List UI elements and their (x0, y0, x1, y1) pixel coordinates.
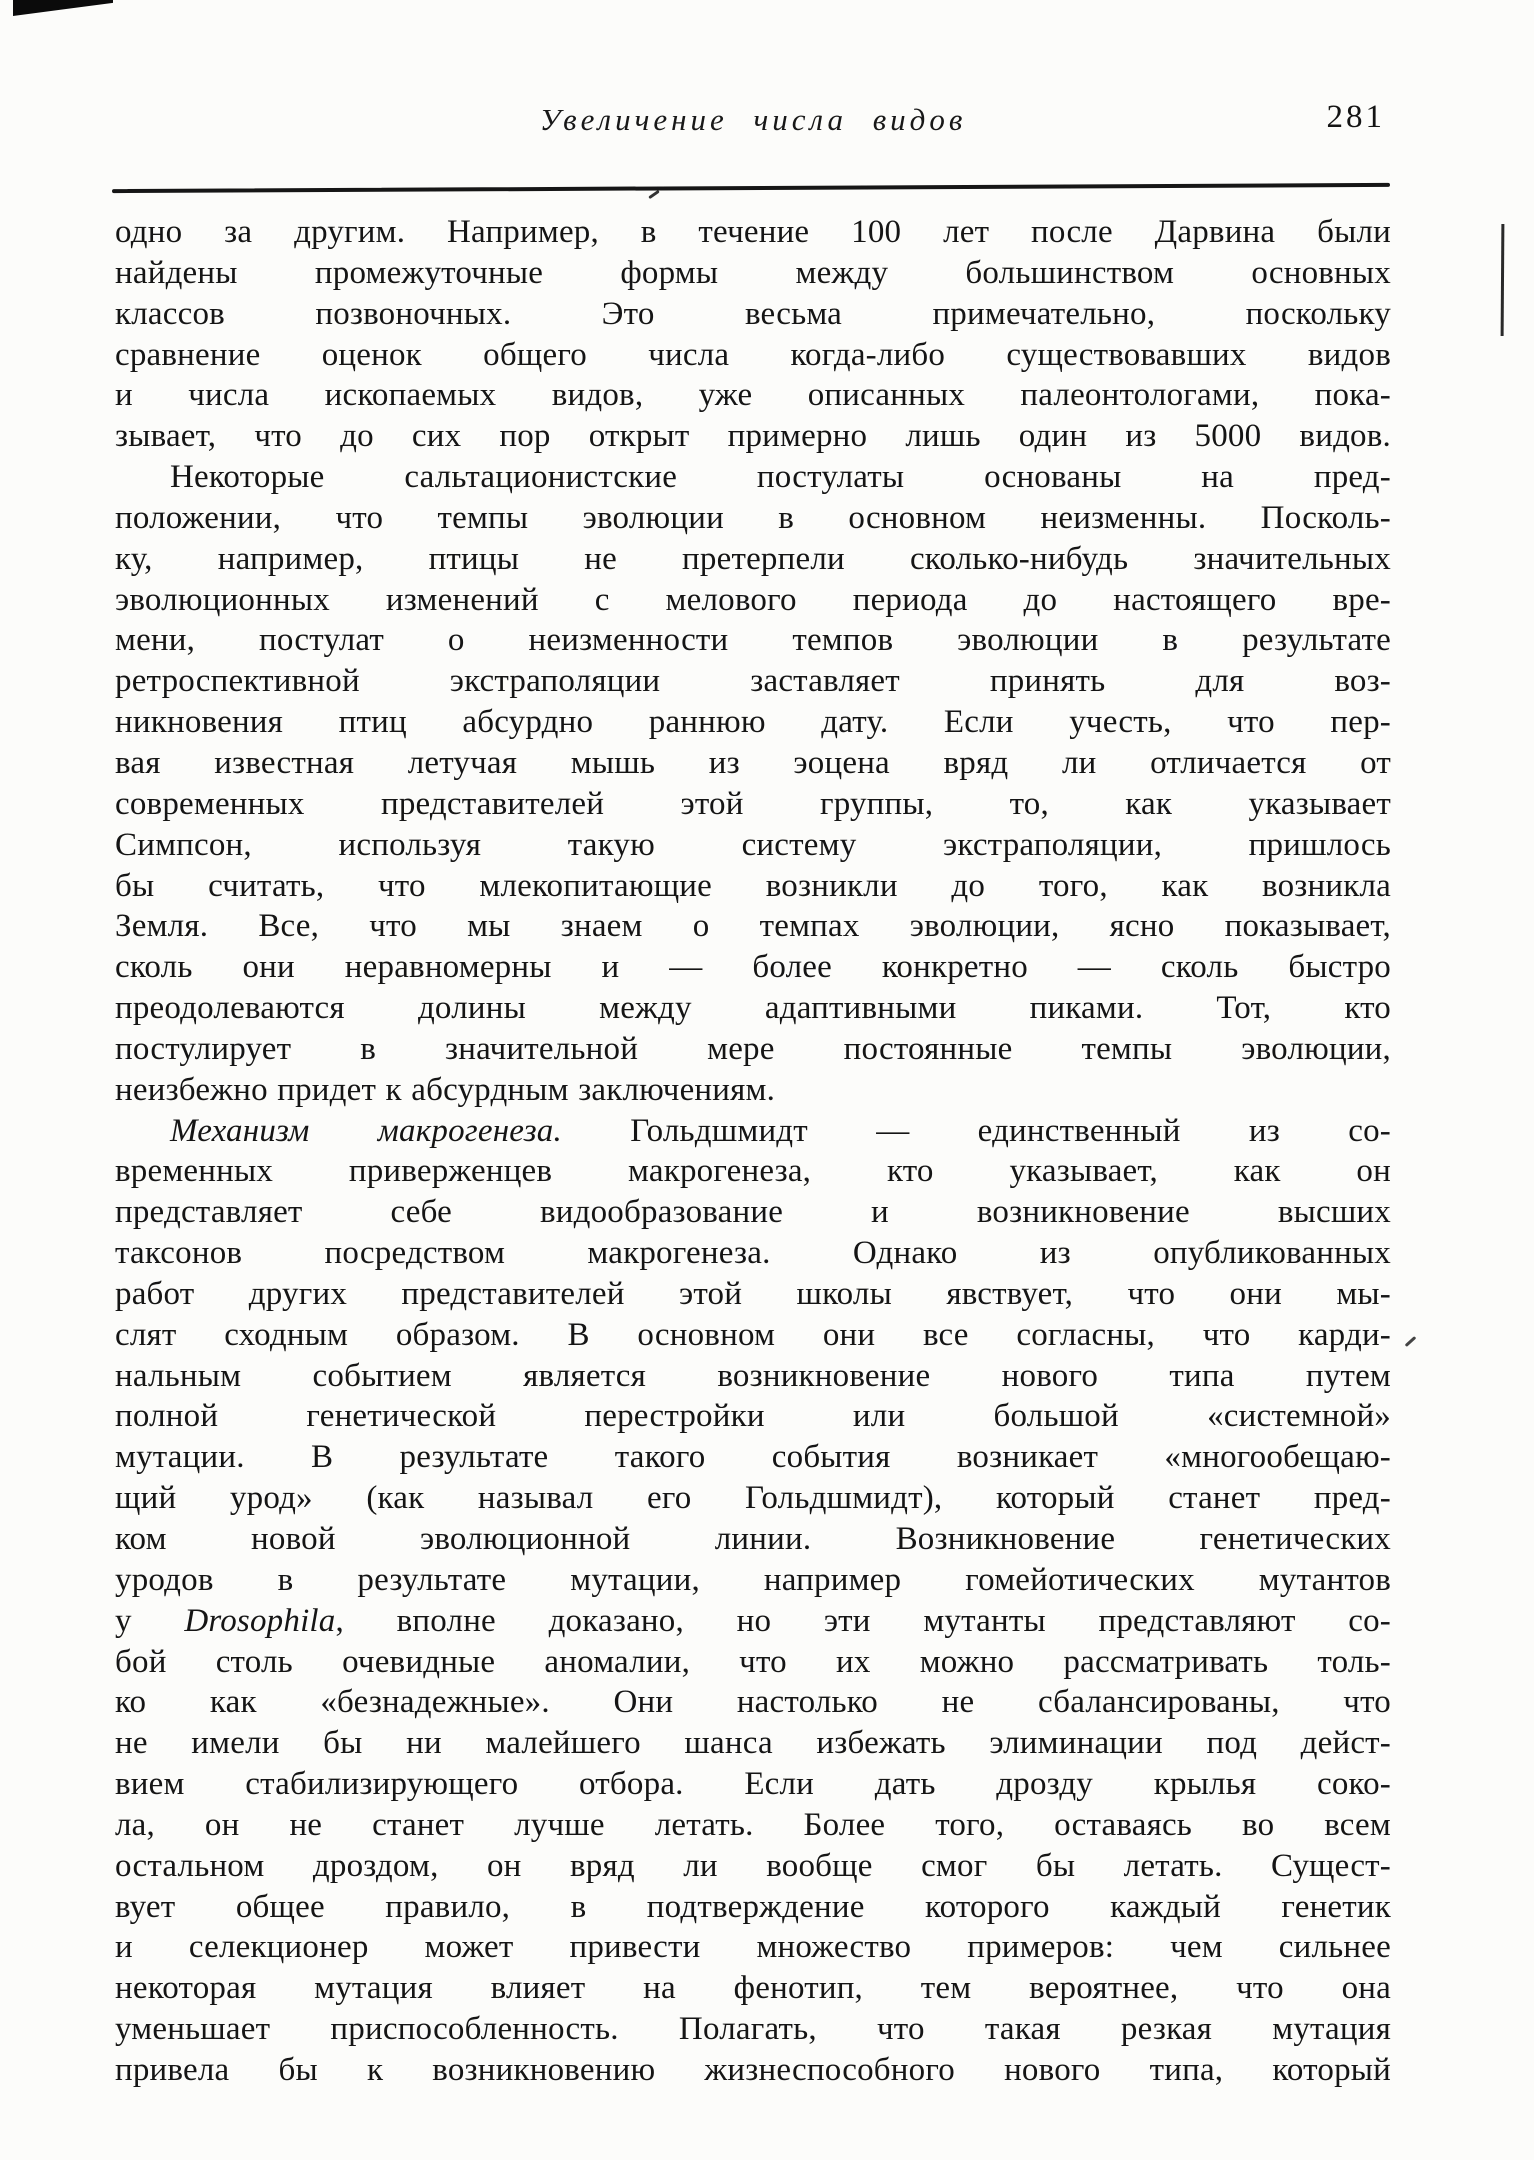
scan-artifact-speck (648, 190, 660, 199)
text-line (115, 1029, 1391, 1070)
text-run: найдены промежуточные формы между большинством основных (115, 254, 1391, 291)
text-line (115, 1601, 1391, 1642)
text-line (115, 1396, 1391, 1437)
text-line (115, 988, 1391, 1029)
text-line (115, 661, 1391, 702)
text-run: ретроспективной экстраполяции заставляет принять для воз- (115, 663, 1391, 700)
text-line (115, 1274, 1391, 1315)
text-run: неизбежно придет к абсурдным заключениям. (115, 1071, 776, 1108)
text-line (115, 1478, 1391, 1519)
text-run: преодолеваются долины между адаптивными пиками. Тот, кто (115, 990, 1391, 1027)
text-run: Некоторые сальтационистские постулаты основаны на пред- (170, 459, 1391, 496)
text-line (115, 1315, 1391, 1356)
text-line (115, 1233, 1391, 1274)
text-line (115, 335, 1391, 376)
running-header (115, 0, 1391, 190)
text-line (115, 1764, 1391, 1805)
text-run: остальном дроздом, он вряд ли вообще смог бы летать. Сущест- (115, 1847, 1391, 1884)
text-line (115, 1968, 1391, 2009)
text-run: не имели бы ни малейшего шанса избежать элиминации под дейст- (115, 1725, 1391, 1762)
text-line (115, 457, 1391, 498)
text-run: сравнение оценок общего числа когда-либо существовавших видов (115, 336, 1391, 373)
text-line (115, 825, 1391, 866)
text-line (115, 784, 1391, 825)
text-run: уменьшает приспособленность. Полагать, что такая резкая мутация (115, 2011, 1391, 2048)
text-line (115, 947, 1391, 988)
text-line (115, 1437, 1391, 1478)
text-run: полной генетической перестройки или большой «системной» (115, 1398, 1391, 1435)
text-run: ла, он не станет лучше летать. Более того, оставаясь во всем (115, 1806, 1391, 1843)
text-run: сколь они неравномерны и — более конкретно — сколь быстро (115, 949, 1391, 986)
text-run: слят сходным образом. В основном они все согласны, что карди- (115, 1316, 1391, 1353)
text-line (115, 1805, 1391, 1846)
text-line (115, 2009, 1391, 2050)
text-line (115, 702, 1391, 743)
text-line (115, 1519, 1391, 1560)
text-line (115, 1070, 1391, 1111)
text-line (115, 2050, 1391, 2091)
text-run: Гольдшмидт — единственный из со- (561, 1112, 1392, 1149)
text-run: нальным событием является возникновение нового типа путем (115, 1357, 1391, 1394)
text-run: временных приверженцев макрогенеза, кто указывает, как он (115, 1153, 1391, 1190)
text-run: мутации. В результате такого события возникает «многообещаю- (115, 1439, 1391, 1476)
text-run: бы считать, что млекопитающие возникли до того, как возникла (115, 867, 1391, 904)
text-line (115, 294, 1391, 335)
text-line (115, 1356, 1391, 1397)
text-run: щий урод» (как называл его Гольдшмидт), который станет пред- (115, 1480, 1391, 1517)
text-run: некоторая мутация влияет на фенотип, тем вероятнее, что она (115, 1970, 1391, 2007)
text-line (115, 1111, 1391, 1152)
text-run: и числа ископаемых видов, уже описанных палеонтологами, пока- (115, 377, 1391, 414)
running-header-title: Увеличение числа видов (539, 102, 967, 137)
text-line (115, 1927, 1391, 1968)
text-run: бой столь очевидные аномалии, что их можно рассматривать толь- (115, 1643, 1391, 1680)
text-line (115, 1151, 1391, 1192)
italic-text-run: Drosophila (184, 1602, 336, 1639)
text-run: никновения птиц абсурдно раннюю дату. Если учесть, что пер- (115, 704, 1391, 741)
scan-artifact-corner (13, 0, 113, 16)
text-line (115, 1846, 1391, 1887)
text-run: таксонов посредством макрогенеза. Однако из опубликованных (115, 1235, 1391, 1272)
text-line (115, 906, 1391, 947)
text-run: уродов в результате мутации, например гомейотических мутантов (115, 1561, 1391, 1598)
text-run: Симпсон, используя такую систему экстраполяции, пришлось (115, 826, 1391, 863)
scan-artifact-edge-line (1501, 224, 1505, 336)
text-run: мени, постулат о неизменности темпов эволюции в результате (115, 622, 1391, 659)
text-run: и селекционер может привести множество примеров: чем сильнее (115, 1929, 1391, 1966)
text-run: положении, что темпы эволюции в основном неизменны. Посколь- (115, 499, 1391, 536)
text-run: постулирует в значительной мере постоянные темпы эволюции, (115, 1030, 1391, 1067)
text-run: одно за другим. Например, в течение 100 лет после Дарвина были (115, 214, 1391, 250)
text-line (115, 375, 1391, 416)
text-run: ком новой эволюционной линии. Возникновение генетических (115, 1521, 1391, 1557)
text-line (115, 1192, 1391, 1233)
text-line (115, 620, 1391, 661)
text-line (115, 416, 1391, 457)
text-line (115, 1560, 1391, 1601)
text-line (115, 1682, 1391, 1723)
text-line (115, 580, 1391, 621)
text-run: работ других представителей этой школы явствует, что они мы- (115, 1275, 1391, 1312)
text-run: привела бы к возникновению жизнеспособного нового типа, который (115, 2051, 1391, 2088)
page-number: 281 (1326, 99, 1385, 135)
text-run: современных представителей этой группы, то, как указывает (115, 785, 1391, 822)
text-run: ку, например, птицы не претерпели сколько-нибудь значительных (115, 540, 1391, 577)
text-run: классов позвоночных. Это весьма примечательно, поскольку (115, 295, 1391, 332)
body-text (115, 212, 1391, 2091)
text-run: у (115, 1602, 185, 1639)
text-run: вием стабилизирующего отбора. Если дать дрозду крылья соко- (115, 1766, 1391, 1803)
text-run: вует общее правило, в подтверждение которого каждый генетик (115, 1888, 1391, 1925)
text-line (115, 866, 1391, 907)
text-run: эволюционных изменений с мелового периода до настоящего вре- (115, 581, 1391, 618)
scan-artifact-tick (1405, 1336, 1417, 1347)
text-line (115, 1723, 1391, 1764)
text-line (115, 212, 1391, 253)
italic-text-run: Механизм макрогенеза. (170, 1112, 562, 1149)
text-line (115, 253, 1391, 294)
text-run: ко как «безнадежные». Они настолько не сбалансированы, что (115, 1684, 1391, 1721)
text-run: вая известная летучая мышь из эоцена вряд ли отличается от (115, 744, 1391, 781)
text-line (115, 1642, 1391, 1683)
text-run: зывает, что до сих пор открыт примерно лишь один из 5000 видов. (115, 418, 1391, 455)
text-run: представляет себе видообразование и возникновение высших (115, 1194, 1391, 1231)
text-line (115, 743, 1391, 784)
text-run: , вполне доказано, но эти мутанты представляют со- (335, 1602, 1391, 1639)
text-line (115, 539, 1391, 580)
text-run: Земля. Все, что мы знаем о темпах эволюции, ясно показывает, (115, 908, 1391, 945)
text-line (115, 1887, 1391, 1928)
text-line (115, 498, 1391, 539)
